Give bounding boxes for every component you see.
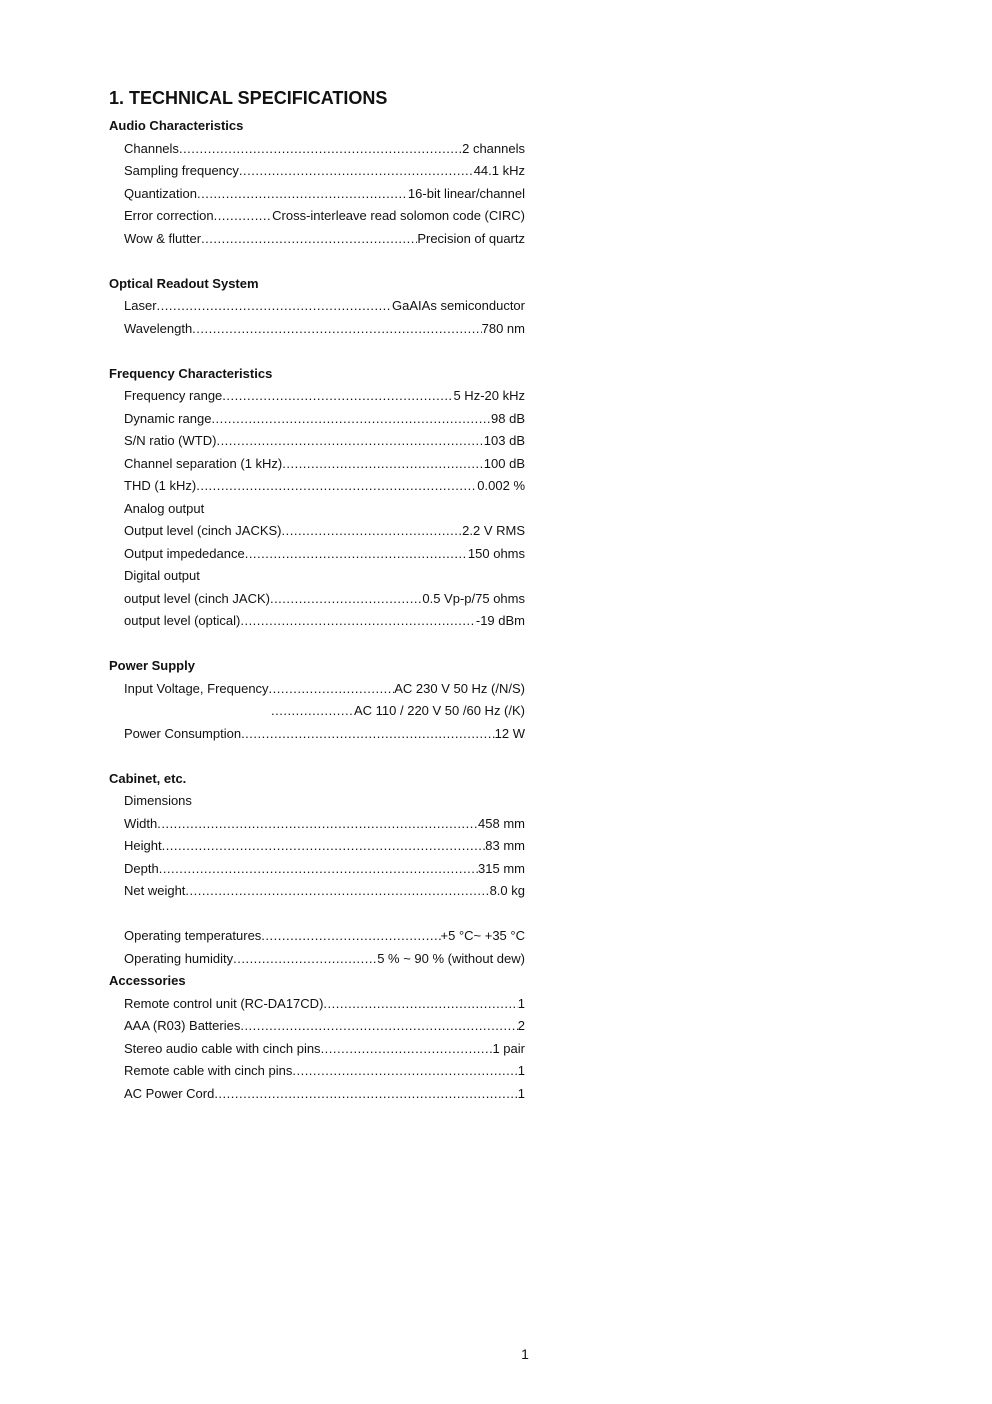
spec-row-input-voltage-k: [109, 700, 525, 723]
leader-dots: [197, 183, 408, 206]
spec-label: Operating temperatures: [124, 928, 262, 943]
leader-dots: [201, 228, 417, 251]
spec-label: Depth: [124, 860, 159, 876]
page-title: 1. TECHNICAL SPECIFICATIONS: [109, 88, 388, 108]
leader-dots: [185, 880, 489, 903]
spec-label: AC Power Cord: [124, 1085, 215, 1101]
spec-value: 150 ohms: [467, 545, 525, 561]
spec-value: 2: [517, 1018, 525, 1033]
spec-row-height: [109, 835, 525, 858]
leader-dots: [196, 475, 477, 498]
spec-row-wow-flutter: [109, 228, 525, 251]
spec-label: Height: [124, 838, 162, 853]
leader-dots: [211, 408, 491, 431]
spec-label: Sampling frequency: [124, 163, 239, 178]
leader-dots: [270, 588, 422, 611]
spec-row-channels: [109, 138, 525, 161]
spec-value: -19 dBm: [475, 613, 525, 628]
spec-row-operating-temperatures: [109, 925, 525, 948]
spec-label: Power Consumption: [124, 725, 242, 741]
spec-row-wavelength: [109, 318, 525, 341]
spec-content: [109, 115, 525, 1105]
leader-dots: [282, 453, 484, 476]
leader-dots: [261, 925, 440, 948]
section-gap: [109, 903, 525, 926]
section-gap: [109, 250, 525, 273]
spec-row-batteries: [109, 1015, 525, 1038]
spec-value: 12 W: [494, 725, 525, 741]
spec-value: 1 pair: [492, 1040, 525, 1056]
leader-dots: [157, 813, 478, 836]
spec-row-sn-ratio: [109, 430, 525, 453]
spec-label: Digital output: [124, 568, 200, 583]
leader-dots: [282, 520, 463, 543]
spec-value: 1: [517, 1085, 525, 1101]
spec-label: Analog output: [124, 500, 205, 516]
spec-row-error-correction: [109, 205, 525, 228]
leader-dots: [159, 858, 478, 881]
spec-subheading-digital-output: [109, 565, 525, 588]
spec-label: Laser: [124, 298, 157, 313]
spec-label: AAA (R03) Batteries: [124, 1018, 241, 1033]
spec-row-input-voltage: [109, 678, 525, 701]
leader-dots: [233, 948, 377, 971]
spec-value: 5 % ~ 90 % (without dew): [377, 950, 525, 966]
leader-dots: [271, 700, 354, 723]
spec-label: Dimensions: [124, 793, 192, 808]
section-heading-accessories: Accessories: [109, 973, 186, 988]
spec-subheading-analog-output: [109, 498, 525, 521]
spec-label: Remote control unit (RC-DA17CD): [124, 995, 324, 1011]
page-number: 1: [521, 1346, 529, 1362]
spec-row-digital-output-cinch: [109, 588, 525, 611]
spec-row-output-impedance: [109, 543, 525, 566]
spec-value: 1: [517, 995, 525, 1011]
spec-value: 16-bit linear/channel: [407, 185, 525, 201]
spec-label: Net weight: [124, 883, 186, 898]
section-heading-audio: Audio Characteristics: [109, 118, 244, 133]
spec-row-output-level-cinch: [109, 520, 525, 543]
spec-row-depth: [109, 858, 525, 881]
spec-label: Wow & flutter: [124, 230, 202, 246]
spec-row-remote-control-unit: [109, 993, 525, 1016]
spec-value: AC 110 / 220 V 50 /60 Hz (/K): [353, 703, 525, 718]
leader-dots: [179, 138, 462, 161]
spec-value: 0.002 %: [477, 478, 525, 493]
leader-dots: [214, 1083, 517, 1106]
spec-value: 103 dB: [483, 433, 525, 448]
spec-value: 8.0 kg: [489, 883, 525, 898]
leader-dots: [216, 430, 483, 453]
leader-dots: [321, 1038, 493, 1061]
spec-row-frequency-range: [109, 385, 525, 408]
spec-value: 0.5 Vp-p/75 ohms: [422, 590, 525, 606]
spec-label: Error correction: [124, 208, 214, 223]
section-heading-optical: Optical Readout System: [109, 275, 259, 291]
spec-value: 5 Hz-20 kHz: [453, 388, 525, 403]
leader-dots: [157, 295, 393, 318]
spec-row-width: [109, 813, 525, 836]
spec-label: output level (cinch JACK): [124, 590, 270, 606]
spec-value: 83 mm: [485, 838, 525, 853]
spec-row-dynamic-range: [109, 408, 525, 431]
section-heading-frequency: Frequency Characteristics: [109, 365, 273, 381]
leader-dots: [222, 385, 453, 408]
section-gap: [109, 633, 525, 656]
spec-label: Wavelength: [124, 320, 193, 336]
spec-value: Precision of quartz: [417, 230, 525, 246]
spec-row-remote-cable: [109, 1060, 525, 1083]
spec-label: Width: [124, 815, 158, 831]
spec-value: AC 230 V 50 Hz (/N/S): [394, 680, 525, 696]
spec-row-stereo-audio-cable: [109, 1038, 525, 1061]
spec-value: 2 channels: [462, 140, 525, 156]
spec-row-laser: [109, 295, 525, 318]
spec-value: +5 °C~ +35 °C: [440, 928, 525, 943]
spec-value: 315 mm: [478, 860, 525, 876]
spec-value: 1: [517, 1063, 525, 1078]
spec-value: Cross-interleave read solomon code (CIRC): [272, 208, 525, 223]
spec-row-ac-power-cord: [109, 1083, 525, 1106]
spec-label: Channels: [124, 140, 179, 156]
spec-value: 780 nm: [481, 320, 525, 336]
spec-label: Operating humidity: [124, 950, 234, 966]
spec-value: GaAIAs semiconductor: [392, 298, 525, 313]
section-heading-cabinet: Cabinet, etc.: [109, 770, 187, 786]
leader-dots: [214, 205, 273, 228]
spec-row-sampling-frequency: [109, 160, 525, 183]
spec-label: THD (1 kHz): [124, 478, 197, 493]
leader-dots: [269, 678, 395, 701]
section-heading-power: Power Supply: [109, 658, 195, 673]
section-gap: [109, 745, 525, 768]
spec-label: Channel separation (1 kHz): [124, 455, 283, 471]
spec-row-power-consumption: [109, 723, 525, 746]
spec-label: output level (optical): [124, 613, 241, 628]
spec-value: 98 dB: [491, 410, 525, 426]
leader-dots: [241, 723, 495, 746]
spec-label: Dynamic range: [124, 410, 212, 426]
spec-row-net-weight: [109, 880, 525, 903]
leader-dots: [240, 1015, 517, 1038]
leader-dots: [162, 835, 486, 858]
spec-label: Remote cable with cinch pins: [124, 1063, 293, 1078]
spec-row-digital-output-optical: [109, 610, 525, 633]
spec-label: Frequency range: [124, 388, 223, 403]
spec-value: 458 mm: [478, 815, 525, 831]
leader-dots: [239, 160, 474, 183]
leader-dots: [323, 993, 517, 1016]
spec-label: Quantization: [124, 185, 197, 201]
leader-dots: [240, 610, 476, 633]
spec-label: S/N ratio (WTD): [124, 433, 217, 448]
leader-dots: [192, 318, 481, 341]
spec-label: Output impededance: [124, 545, 245, 561]
spec-label: Output level (cinch JACKS): [124, 523, 282, 538]
leader-dots: [292, 1060, 517, 1083]
spec-label: Input Voltage, Frequency: [124, 680, 269, 696]
spec-row-operating-humidity: [109, 948, 525, 971]
spec-subheading-dimensions: [109, 790, 525, 813]
spec-row-thd: [109, 475, 525, 498]
section-gap: [109, 340, 525, 363]
spec-row-quantization: [109, 183, 525, 206]
spec-label: Stereo audio cable with cinch pins: [124, 1040, 321, 1056]
spec-row-channel-separation: [109, 453, 525, 476]
spec-value: 2.2 V RMS: [462, 523, 525, 538]
leader-dots: [245, 543, 468, 566]
spec-value: 44.1 kHz: [473, 163, 525, 178]
spec-value: 100 dB: [483, 455, 525, 471]
